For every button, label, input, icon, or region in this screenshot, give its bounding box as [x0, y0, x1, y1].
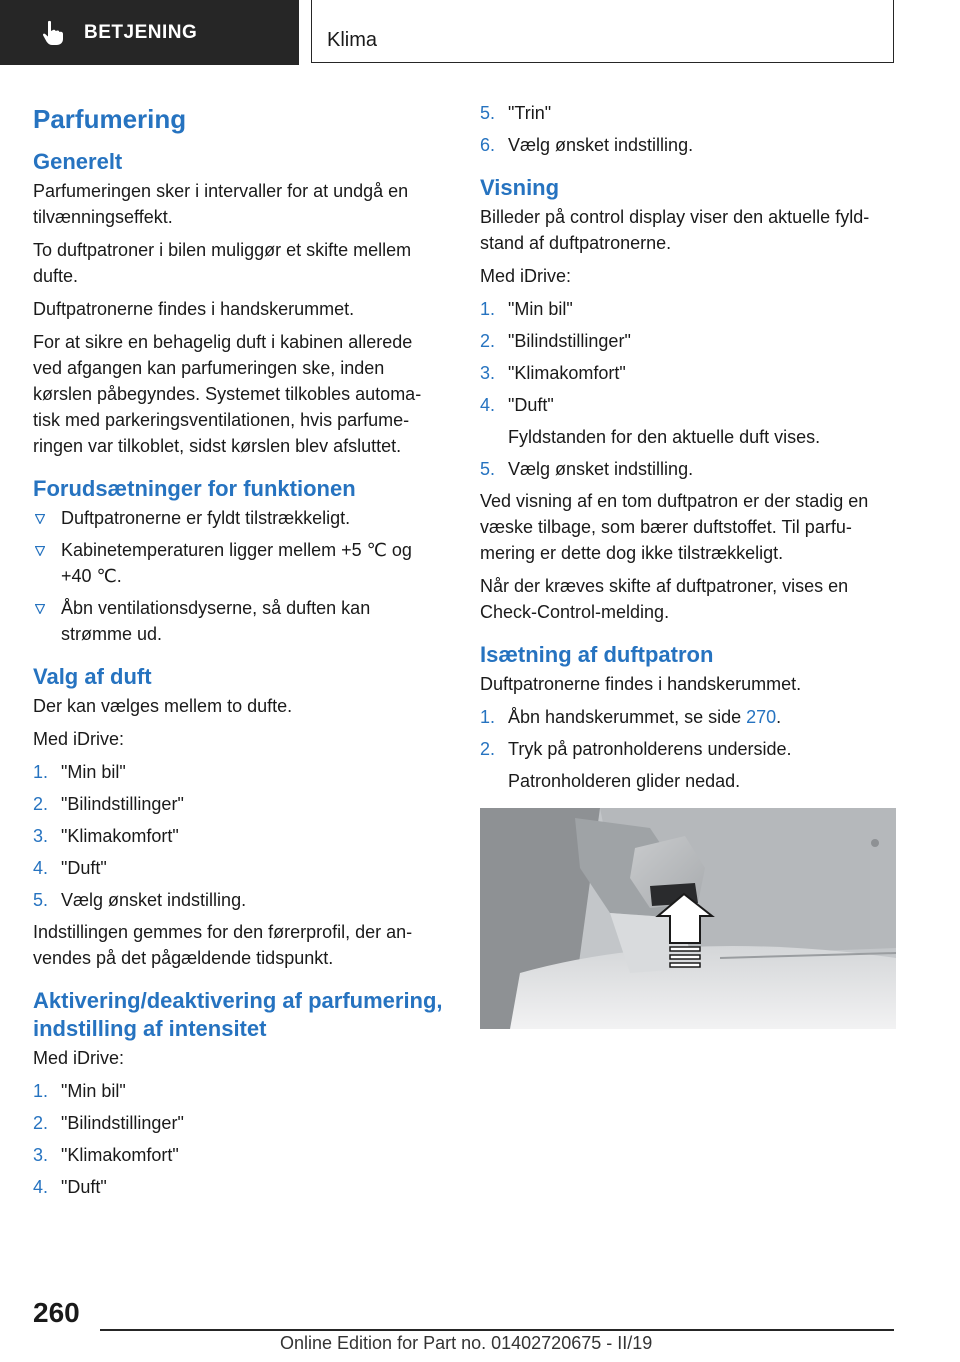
step-number: 6. — [480, 135, 496, 155]
list-item — [480, 456, 890, 482]
step-number: 5. — [480, 103, 496, 123]
list-item — [33, 855, 443, 881]
hand-pointer-icon — [42, 20, 64, 46]
step-number: 2. — [480, 331, 496, 351]
paragraph: Der kan vælges mellem to dufte. — [33, 696, 293, 716]
steps-list — [33, 759, 443, 913]
list-item — [480, 328, 890, 354]
step-number: 3. — [480, 363, 496, 383]
step-subtext: Patronholderen glider nedad. — [508, 771, 741, 791]
paragraph: Med iDrive: — [33, 729, 125, 749]
left-column — [33, 100, 443, 1206]
step-number: 1. — [33, 1081, 49, 1101]
step-text: "Min bil" — [61, 762, 126, 782]
page-title: Parfumering — [33, 104, 187, 134]
requirements-list — [33, 505, 443, 647]
step-number: 2. — [480, 739, 496, 759]
step-text: "Klimakomfort" — [508, 363, 626, 383]
paragraph: Billeder på control display viser den aktuelle fyld‐stand af duftpatronerne. — [480, 207, 870, 253]
list-item — [33, 759, 443, 785]
step-text: Vælg ønsket indstilling. — [508, 459, 694, 479]
footer-edition: Online Edition for Part no. 01402720675 - II/19 — [280, 1333, 653, 1353]
list-item — [480, 360, 890, 386]
list-item — [33, 791, 443, 817]
step-text: "Duft" — [61, 1177, 107, 1197]
paragraph: Parfumeringen sker i intervaller for at undgå en tilvænningseffekt. — [33, 181, 409, 227]
step-text-end: . — [776, 707, 782, 727]
section-title: BETJENING — [84, 21, 198, 43]
list-item — [33, 823, 443, 849]
list-item — [33, 887, 443, 913]
list-item — [33, 595, 443, 647]
chapter-header — [311, 0, 894, 63]
glovebox-illustration — [480, 808, 896, 1029]
list-item — [33, 1110, 443, 1136]
heading-valg-af-duft: Valg af duft — [33, 664, 152, 689]
step-text: "Min bil" — [61, 1081, 126, 1101]
step-text: "Duft" — [508, 395, 554, 415]
steps-list — [480, 296, 890, 482]
heading-generelt: Generelt — [33, 149, 123, 174]
page-reference-link[interactable]: 270 — [746, 707, 777, 727]
list-item — [33, 1142, 443, 1168]
step-number: 1. — [33, 762, 49, 782]
right-column — [480, 100, 890, 1029]
paragraph: Duftpatronerne findes i handskerummet. — [33, 299, 355, 319]
step-text: "Bilindstillinger" — [508, 331, 631, 351]
step-number: 5. — [33, 890, 49, 910]
step-text: Åbn handskerummet, se side — [508, 707, 747, 727]
paragraph: Med iDrive: — [33, 1048, 125, 1068]
step-text: "Bilindstillinger" — [61, 794, 184, 814]
list-item — [480, 296, 890, 322]
list-item — [480, 100, 890, 126]
list-item — [33, 537, 443, 589]
step-number: 4. — [33, 1177, 49, 1197]
triangle-bullet-icon — [35, 514, 45, 524]
heading-forudsaetninger: Forudsætninger for funktionen — [33, 476, 356, 501]
step-text: Vælg ønsket indstilling. — [61, 890, 247, 910]
list-item — [480, 736, 890, 794]
section-header — [0, 0, 299, 65]
list-item — [33, 1078, 443, 1104]
steps-list — [480, 100, 890, 158]
paragraph: For at sikre en behagelig duft i kabinen allerede ved afgangen kan parfumeringen ske, inden kørslen påbegyndes. Systemet tilkobles automa‐tisk med parkeringsventilationen, hvis parfume‐ringen var tilkoblet, sidst kørslen blev afsluttet. — [33, 332, 422, 456]
steps-list — [33, 1078, 443, 1200]
paragraph: Med iDrive: — [480, 266, 572, 286]
heading-isaetning: Isætning af duftpatron — [480, 642, 714, 667]
paragraph: Duftpatronerne findes i handskerummet. — [480, 674, 802, 694]
step-number: 5. — [480, 459, 496, 479]
page-number: 260 — [33, 1297, 80, 1328]
step-number: 2. — [33, 1113, 49, 1133]
step-text: Tryk på patronholderens underside. — [508, 739, 792, 759]
steps-list — [480, 704, 890, 794]
step-subtext: Fyldstanden for den aktuelle duft vises. — [508, 427, 821, 447]
step-text: Vælg ønsket indstilling. — [508, 135, 694, 155]
step-number: 4. — [480, 395, 496, 415]
list-item — [33, 505, 443, 531]
heading-visning: Visning — [480, 175, 560, 200]
chapter-title: Klima — [327, 29, 378, 51]
step-text: "Klimakomfort" — [61, 826, 179, 846]
list-item — [480, 704, 890, 730]
step-number: 2. — [33, 794, 49, 814]
list-item-text: Kabinetemperaturen ligger mellem +5 ℃ og +40 ℃. — [61, 540, 412, 586]
triangle-bullet-icon — [35, 546, 45, 556]
list-item — [480, 392, 890, 450]
triangle-bullet-icon — [35, 604, 45, 614]
step-text: "Klimakomfort" — [61, 1145, 179, 1165]
list-item — [33, 1174, 443, 1200]
step-number: 1. — [480, 299, 496, 319]
list-item — [480, 132, 890, 158]
paragraph: To duftpatroner i bilen muliggør et skifte mellem dufte. — [33, 240, 412, 286]
paragraph: Indstillingen gemmes for den førerprofil, der an‐vendes på det pågældende tidspunkt. — [33, 922, 413, 968]
step-number: 4. — [33, 858, 49, 878]
step-text: "Min bil" — [508, 299, 573, 319]
paragraph: Når der kræves skifte af duftpatroner, vises en Check-Control-melding. — [480, 576, 849, 622]
paragraph: Ved visning af en tom duftpatron er der stadig en væske tilbage, som bærer duftstoffet. Til parfu‐mering er dette dog ikke tilstrækkeligt. — [480, 491, 869, 563]
list-item-text: Åbn ventilationsdyserne, så duften kan strømme ud. — [61, 598, 371, 644]
step-text: "Duft" — [61, 858, 107, 878]
footer-divider — [100, 1329, 894, 1331]
step-number: 3. — [33, 826, 49, 846]
step-text: "Trin" — [508, 103, 552, 123]
step-number: 1. — [480, 707, 496, 727]
step-text: "Bilindstillinger" — [61, 1113, 184, 1133]
list-item-text: Duftpatronerne er fyldt tilstrækkeligt. — [61, 508, 351, 528]
heading-aktivering: Aktivering/deaktivering af parfumering, indstilling af intensitet — [33, 988, 443, 1041]
glovebox-photo — [480, 808, 896, 1029]
step-number: 3. — [33, 1145, 49, 1165]
